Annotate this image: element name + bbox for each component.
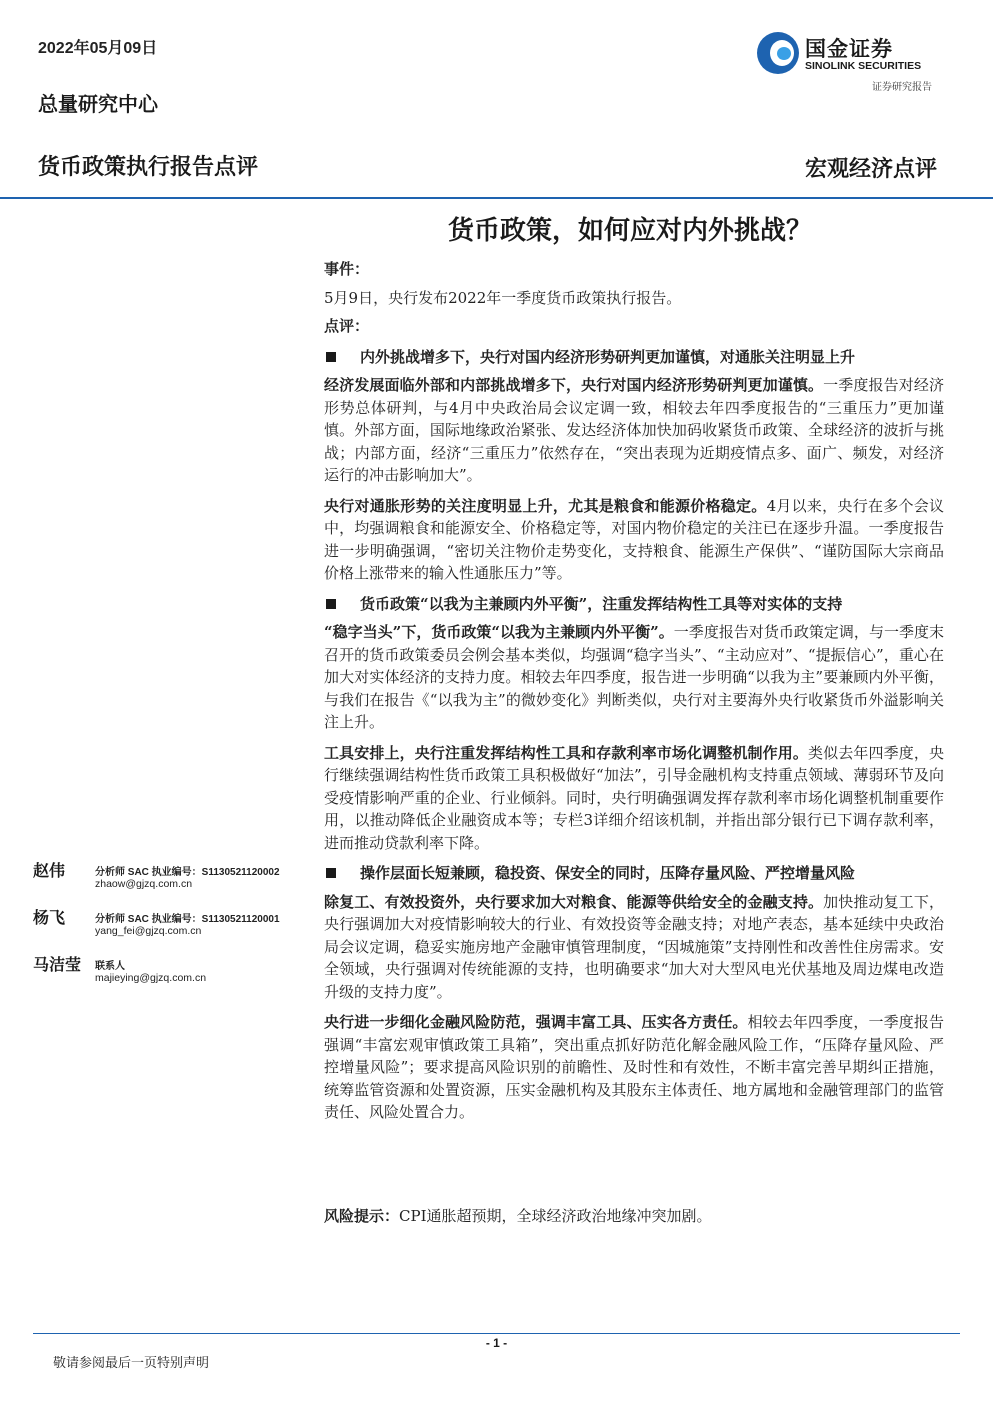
event-label: 事件： [324,260,370,278]
disclaimer-note: 敬请参阅最后一页特别声明 [53,1356,210,1371]
paragraph: 央行对通胀形势的关注度明显上升，尤其是粮食和能源价格稳定。4月以来，央行在多个会议中，均强调粮食和能源安全、价格稳定等，对国内物价稳定的关注已在逐步升温。一季度报告进一步明确强调，“密切关注物价走势变化，支持粮食、能源生产保供”、“谨防国际大宗商品价格上涨带来的输入性通胀压力”等。 [324,496,944,582]
square-bullet-icon [326,599,336,609]
square-bullet-icon [326,352,336,362]
risk-warning: 风险提示：CPI通胀超预期，全球经济政治地缘冲突加剧。 [324,1207,712,1225]
report-body [324,258,944,1132]
paragraph: 央行进一步细化金融风险防范，强调丰富工具、压实各方责任。相较去年四季度，一季度报告强调“丰富宏观审慎政策工具箱”，突出重点抓好防范化解金融风险工作，“压降存量风险、严控增量风险”；要求提高风险识别的前瞻性、及时性和有效性，不断丰富完善早期纠正措施，统筹监管资源和处置资源，压实金融机构及其股东主体责任、地方属地和金融管理部门的监管责任、风险处置合力。 [324,1013,944,1121]
square-bullet-icon [326,868,336,878]
section-heading: 内外挑战增多下，央行对国内经济形势研判更加谨慎，对通胀关注明显上升 [324,346,944,369]
report-date: 2022年05月09日 [38,40,158,57]
logo-subtitle: 证券研究报告 [872,82,932,93]
section-heading: 操作层面长短兼顾，稳投资、保安全的同时，压降存量风险、严控增量风险 [324,862,944,885]
report-category: 宏观经济点评 [804,156,937,182]
logo-icon [757,32,799,74]
analyst-name: 马洁莹 [33,955,82,974]
research-center: 总量研究中心 [38,92,158,116]
report-type: 货币政策执行报告点评 [38,154,259,180]
logo-cn-name: 国金证券 [805,37,893,61]
page-title: 货币政策，如何应对内外挑战？ [447,216,812,246]
event-text: 5月9日，央行发布2022年一季度货币政策执行报告。 [324,288,682,307]
paragraph: “稳字当头”下，货币政策“以我为主兼顾内外平衡”。一季度报告对货币政策定调，与一季度末召开的货币政策委员会例会基本类似，均强调“稳字当头”、“主动应对”、“提振信心”，重心在加大对实体经济的支持力度。相较去年四季度，报告进一步明确“以我为主”要兼顾内外平衡，与我们在报告《“以我为主”的微妙变化》判断类似，央行对主要海外央行收紧货币外溢影响关注上升。 [324,623,944,731]
analyst-email[interactable]: zhaow@gjzq.com.cn [95,878,193,890]
company-logo [757,30,957,100]
analyst-card [33,905,313,952]
page-number: - 1 - [485,1336,508,1350]
analyst-card [33,952,313,999]
analyst-role: 联系人 [95,961,125,972]
analyst-email[interactable]: yang_fei@gjzq.com.cn [95,925,202,937]
logo-en-name: SINOLINK SECURITIES [805,60,922,72]
section-heading: 货币政策“以我为主兼顾内外平衡”，注重发挥结构性工具等对实体的支持 [324,593,944,616]
analyst-email[interactable]: majieying@gjzq.com.cn [95,972,207,984]
paragraph: 经济发展面临外部和内部挑战增多下，央行对国内经济形势研判更加谨慎。一季度报告对经济形势总体研判，与4月中央政治局会议定调一致，相较去年四季度报告的“三重压力”更加谨慎。外部方面，国际地缘政治紧张、发达经济体加快加码收紧货币政策、全球经济的波折与挑战；内部方面，经济“三重压力”依然存在，“突出表现为近期疫情点多、面广、频发，对经济运行的冲击影响加大”。 [324,376,944,484]
analyst-list [33,858,313,999]
analyst-card [33,858,313,905]
footer-divider [33,1333,960,1334]
analyst-name: 杨飞 [33,908,66,927]
paragraph: 工具安排上，央行注重发挥结构性工具和存款利率市场化调整机制作用。类似去年四季度，央行继续强调结构性货币政策工具积极做好“加法”，引导金融机构支持重点领域、薄弱环节及向受疫情影响严重的企业、行业倾斜。同时，央行明确强调发挥存款利率市场化调整机制重要作用，以推动降低企业融资成本等；专栏3详细介绍该机制，并指出部分银行已下调存款利率，进而推动贷款利率下降。 [324,743,944,852]
comment-label: 点评： [324,317,370,335]
analyst-role: 分析师 SAC 执业编号：S1130521120001 [95,914,280,925]
header-divider [0,197,993,199]
analyst-role: 分析师 SAC 执业编号：S1130521120002 [95,867,280,878]
analyst-name: 赵伟 [33,861,66,880]
paragraph: 除复工、有效投资外，央行要求加大对粮食、能源等供给安全的金融支持。加快推动复工下，央行强调加大对疫情影响较大的行业、有效投资等金融支持；对地产表态，基本延续中央政治局会议定调，稳妥实施房地产金融审慎管理制度，“因城施策”支持刚性和改善性住房需求。安全领域，央行强调对传统能源的支持，也明确要求“加大对大型风电光伏基地及周边煤电改造升级的支持力度”。 [324,892,944,1001]
